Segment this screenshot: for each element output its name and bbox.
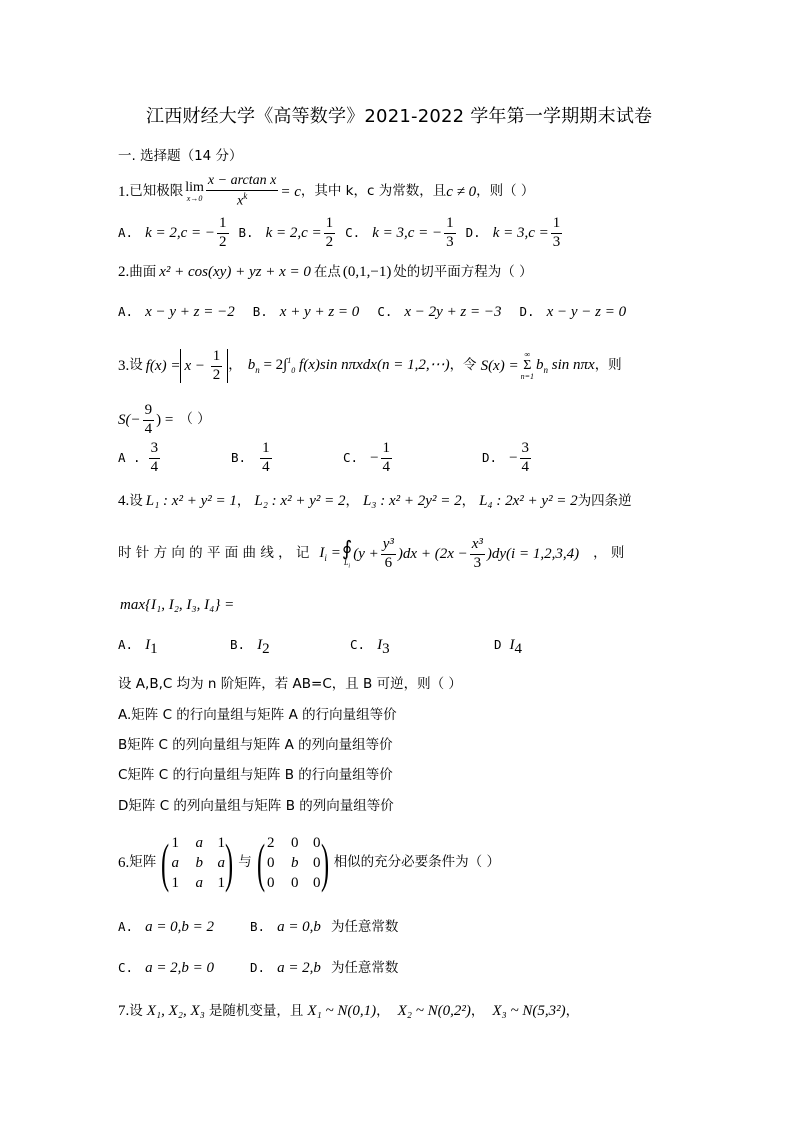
option-a[interactable]: A . $\frac{3}{4}$ [118, 439, 159, 475]
limit-value: = c [280, 183, 301, 200]
function-def: f(x) = [145, 357, 181, 374]
question-4-line2: 时 针 方 向 的 平 面 曲 线 ， 记 $I_i$ = ∮ $L_i$ (y + $\frac{\text{y³}}{6}$ )dx + (2x − $\frac{\text{x³}}{3}$ )dy(i = 1,2,3,4) ， 则 [118, 535, 625, 571]
matrix-2: ( 2 0 0 0 b 0 0 0 0 ) [256, 833, 329, 893]
question-5-option-c[interactable]: C矩阵 C 的行向量组与矩阵 B 的行向量组等价 [118, 767, 393, 783]
question-4-max: max{I₁, I₂, I₃, I₄} = [120, 597, 235, 613]
option-d[interactable]: D. k = 3,c = $\frac{1}{3}$ [465, 214, 561, 250]
curve-l4: L₄ : 2x² + y² = 2 [479, 493, 578, 509]
question-number: 7. [118, 1003, 130, 1019]
question-3-stem: 3. 设 f(x) = x − $\frac{1}{2}$ ， $b_n = 2\int^1_0$ f(x)sin nπxdx(n = 1,2,⋯) ，令 S(x) = ∞ Σ n=1 $b_n$ sin nπx ，则 [118, 348, 622, 384]
random-variables: X₁, X₂, X₃ [146, 1003, 205, 1019]
option-a[interactable]: A. $I_1$ [118, 637, 158, 657]
contour-integral: ∮ $L_i$ [341, 537, 353, 570]
option-c[interactable]: C. x − 2y + z = −3 [377, 304, 502, 320]
option-d[interactable]: D. x − y − z = 0 [519, 304, 627, 320]
question-2-stem [118, 265, 533, 280]
distribution-x2: X₂ ~ N(0,2²) [397, 1003, 471, 1019]
option-c[interactable]: C. a = 2,b = 0 [118, 960, 215, 976]
section-heading: 一. 选择题（14 分） [118, 148, 243, 164]
answer-blank: ，则（ ） [476, 183, 535, 200]
distribution-x3: X₃ ~ N(5,3²) [492, 1003, 566, 1019]
question-4-stem: 4. 设 L₁ : x² + y² = 1 ， L₂ : x² + y² = 2 ， L₃ : x² + 2y² = 2 ， L₄ : 2x² + y² = 2 为四条逆 [118, 492, 632, 509]
exam-title: 江西财经大学《高等数学》2021-2022 学年第一学期期末试卷 [146, 106, 653, 127]
option-d[interactable]: D. − $\frac{3}{4}$ [482, 439, 530, 475]
option-b[interactable]: B. x + y + z = 0 [252, 304, 360, 320]
question-6-options-row2 [118, 961, 518, 981]
question-3-eval: S(− $\frac{9}{4}$ ) = （ ） [118, 401, 211, 437]
option-d[interactable]: D. a = 2,b 为任意常数 [250, 960, 399, 976]
question-6-stem: 6. 矩阵 ( 1 a 1 a b a 1 a 1 ) 与 ( 2 0 0 0 b 0 0 0 0 ) 相似的充分必要条件为（ ） [118, 833, 500, 893]
question-1-stem [118, 172, 534, 212]
stem-text: 在点 [313, 263, 341, 280]
point: (0,1,−1) [342, 264, 392, 280]
series-def: S(x) = [480, 357, 519, 374]
option-c[interactable]: C. − $\frac{1}{4}$ [343, 439, 391, 475]
question-5-stem: 设 A,B,C 均为 n 阶矩阵，若 AB=C，且 B 可逆，则（ ） [118, 676, 462, 692]
question-5-option-b[interactable]: B矩阵 C 的列向量组与矩阵 A 的列向量组等价 [118, 737, 393, 753]
question-4-options [118, 638, 678, 658]
limit-fraction: $\frac{\text{x − arctan x}}{x^k}$ [207, 173, 277, 209]
answer-blank: 处的切平面方程为（ ） [393, 263, 533, 280]
absolute-value: x − $\frac{1}{2}$ [180, 349, 228, 383]
question-number: 1. [118, 183, 130, 200]
condition: c ≠ 0 [446, 183, 477, 200]
option-b[interactable]: B. k = 2,c = $\frac{1}{2}$ [238, 214, 334, 250]
question-1-options [118, 215, 564, 251]
question-3-options [118, 440, 678, 476]
option-a[interactable]: A. x − y + z = −2 [118, 304, 235, 320]
sum-operator: ∞ Σ n=1 [520, 350, 534, 381]
question-5-option-d[interactable]: D矩阵 C 的列向量组与矩阵 B 的列向量组等价 [118, 798, 394, 814]
surface-equation: x² + cos(xy) + yz + x = 0 [159, 264, 311, 280]
question-number: 3. [118, 357, 130, 374]
option-c[interactable]: C. $I_3$ [350, 637, 390, 657]
question-number: 6. [118, 854, 130, 871]
stem-text: 设 [129, 357, 143, 374]
curve-l2: L₂ : x² + y² = 2 [254, 493, 346, 509]
question-number: 2. [118, 264, 130, 280]
distribution-x1: X₁ ~ N(0,1) [307, 1003, 377, 1019]
option-b[interactable]: B. $I_2$ [230, 637, 270, 657]
question-6-options-row1 [118, 920, 518, 940]
matrix-1: ( 1 a 1 a b a 1 a 1 ) [161, 833, 234, 893]
option-b[interactable]: B. $\frac{1}{4}$ [231, 439, 270, 475]
stem-text: ，其中 k，c 为常数，且 [300, 183, 447, 200]
bn-definition: $b_n = 2\int^1_0$ f(x)sin nπxdx(n = 1,2,⋯) [247, 356, 450, 375]
stem-text: 曲面 [129, 263, 157, 280]
curve-l3: L₃ : x² + 2y² = 2 [362, 493, 462, 509]
option-c[interactable]: C. k = 3,c = − $\frac{1}{3}$ [345, 214, 454, 250]
question-2-options [118, 305, 626, 320]
option-b[interactable]: B. a = 0,b 为任意常数 [250, 919, 399, 935]
option-a[interactable]: A. k = 2,c = − $\frac{1}{2}$ [118, 214, 227, 250]
option-d[interactable]: D $I_4$ [494, 637, 523, 657]
question-5-option-a[interactable]: A.矩阵 C 的行向量组与矩阵 A 的行向量组等价 [118, 707, 397, 723]
curve-l1: L₁ : x² + y² = 1 [145, 493, 237, 509]
question-number: 4. [118, 493, 130, 509]
limit-operator: lim x→0 [185, 180, 204, 203]
option-a[interactable]: A. a = 0,b = 2 [118, 919, 215, 935]
stem-text: 已知极限 [129, 183, 184, 200]
answer-blank: （ ） [179, 411, 211, 428]
question-7-stem: 7. 设 X₁, X₂, X₃ 是随机变量，且 X₁ ~ N(0,1) ， X₂ ~ N(0,2²) ， X₃ ~ N(5,3²) ， [118, 1002, 580, 1019]
